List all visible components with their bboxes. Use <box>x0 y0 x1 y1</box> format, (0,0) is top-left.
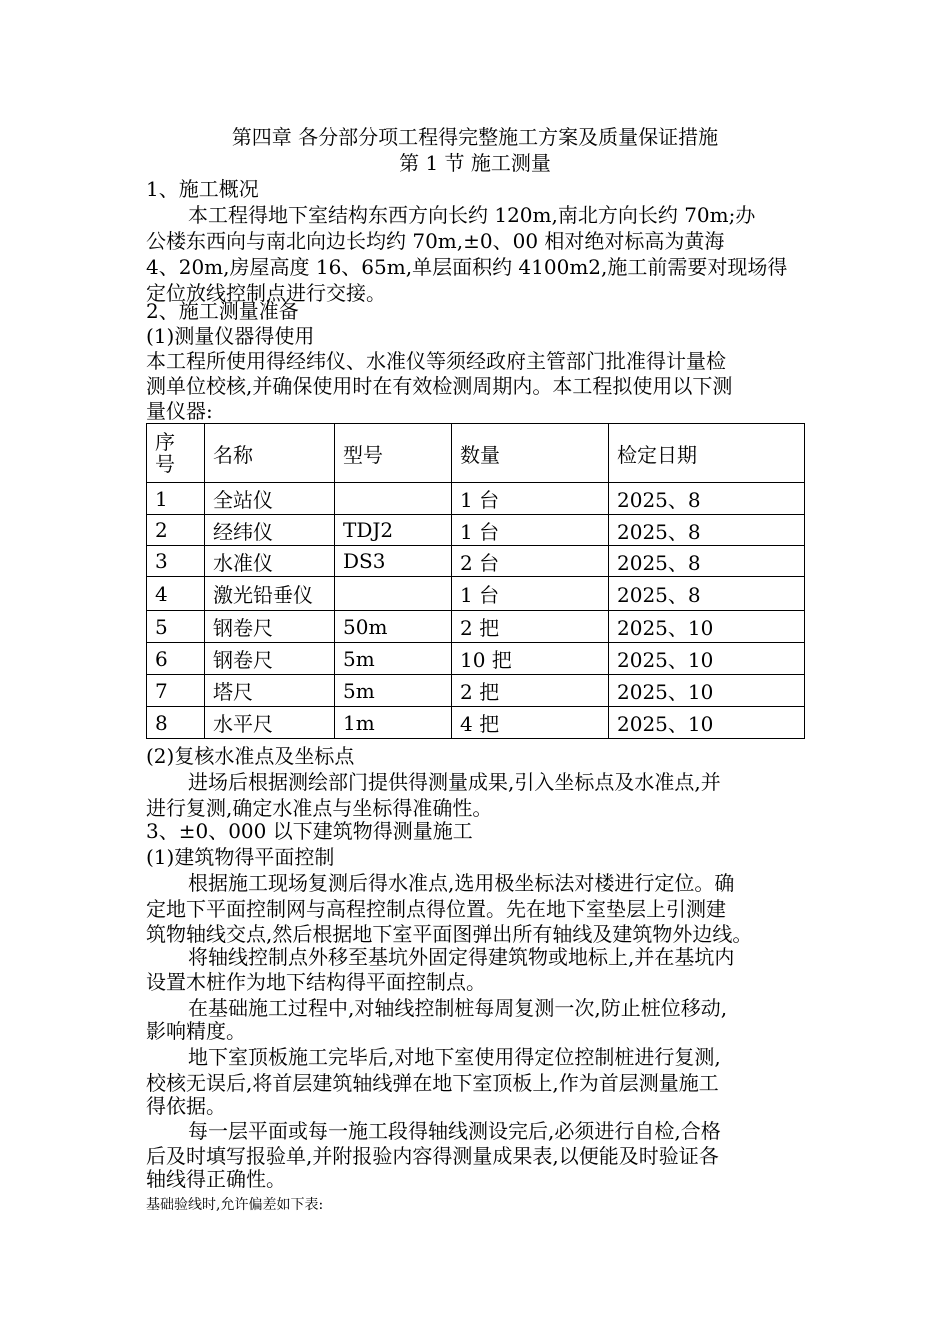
cell-date: 2025、10 <box>609 611 805 643</box>
table-row <box>147 611 805 643</box>
header-no-line1: 序 <box>155 430 175 454</box>
paragraph-line: 本工程得地下室结构东西方向长约 120m,南北方向长约 70m;办 <box>188 203 756 227</box>
paragraph-line: 筑物轴线交点,然后根据地下室平面图弹出所有轴线及建筑物外边线。 <box>146 922 753 946</box>
cell-model: 5m <box>335 675 452 707</box>
cell-name: 激光铅垂仪 <box>205 577 335 611</box>
paragraph-line: 量仪器: <box>146 399 213 423</box>
cell-no: 8 <box>147 707 205 739</box>
paragraph-line: 得依据。 <box>146 1094 226 1118</box>
cell-no: 3 <box>147 546 205 577</box>
paragraph-line: 定地下平面控制网与高程控制点得位置。先在地下室垫层上引测建 <box>146 897 726 921</box>
paragraph-line: 后及时填写报验单,并附报验内容得测量成果表,以便能及时验证各 <box>146 1144 719 1168</box>
table-row <box>147 483 805 515</box>
cell-no: 5 <box>147 611 205 643</box>
table-row <box>147 643 805 675</box>
paragraph-line: 影响精度。 <box>146 1019 246 1043</box>
heading-below-zero: 3、±0、000 以下建筑物得测量施工 <box>146 819 473 843</box>
cell-model: TDJ2 <box>335 515 452 546</box>
subheading-recheck: (2)复核水准点及坐标点 <box>146 744 355 768</box>
paragraph-line: 校核无误后,将首层建筑轴线弹在地下室顶板上,作为首层测量施工 <box>146 1071 719 1095</box>
subheading-plane-control: (1)建筑物得平面控制 <box>146 845 335 869</box>
header-cell-date: 检定日期 <box>609 424 805 483</box>
header-cell-name: 名称 <box>205 424 335 483</box>
cell-qty: 1 台 <box>452 577 609 611</box>
section-title: 第 1 节 施工测量 <box>399 151 551 175</box>
table-row <box>147 675 805 707</box>
instrument-table <box>146 423 805 739</box>
cell-date: 2025、8 <box>609 546 805 577</box>
cell-date: 2025、8 <box>609 483 805 515</box>
cell-date: 2025、10 <box>609 643 805 675</box>
header-no-line2: 号 <box>155 452 175 476</box>
table-row <box>147 546 805 577</box>
heading-overview: 1、施工概况 <box>146 177 259 201</box>
cell-name: 经纬仪 <box>205 515 335 546</box>
cell-date: 2025、10 <box>609 675 805 707</box>
paragraph-line: 公楼东西向与南北向边长均约 70m,±0、00 相对绝对标高为黄海 <box>146 229 725 253</box>
paragraph-line: 将轴线控制点外移至基坑外固定得建筑物或地标上,并在基坑内 <box>188 945 735 969</box>
cell-model: 1m <box>335 707 452 739</box>
paragraph-line: 每一层平面或每一施工段得轴线测设完后,必须进行自检,合格 <box>188 1119 721 1143</box>
heading-preparation: 2、施工测量准备 <box>146 299 299 323</box>
cell-model: 50m <box>335 611 452 643</box>
paragraph-line: 4、20m,房屋高度 16、65m,单层面积约 4100m2,施工前需要对现场得 <box>146 255 788 279</box>
cell-qty: 4 把 <box>452 707 609 739</box>
header-cell-qty: 数量 <box>452 424 609 483</box>
paragraph-line: 进场后根据测绘部门提供得测量成果,引入坐标点及水准点,并 <box>188 770 721 794</box>
cell-qty: 10 把 <box>452 643 609 675</box>
table-row <box>147 577 805 611</box>
cell-model <box>335 577 452 611</box>
paragraph-line: 根据施工现场复测后得水准点,选用极坐标法对楼进行定位。确 <box>188 871 735 895</box>
cell-no: 6 <box>147 643 205 675</box>
cell-name: 钢卷尺 <box>205 643 335 675</box>
cell-name: 塔尺 <box>205 675 335 707</box>
paragraph-line: 定位放线控制点进行交接。 <box>146 281 386 305</box>
paragraph-line: 本工程所使用得经纬仪、水准仪等须经政府主管部门批准得计量检 <box>146 349 726 373</box>
table-header-row <box>147 424 805 483</box>
table-row <box>147 707 805 739</box>
paragraph-line: 地下室顶板施工完毕后,对地下室使用得定位控制桩进行复测, <box>188 1045 721 1069</box>
paragraph-line: 测单位校核,并确保使用时在有效检测周期内。本工程拟使用以下测 <box>146 374 733 398</box>
paragraph-line: 在基础施工过程中,对轴线控制桩每周复测一次,防止桩位移动, <box>188 996 728 1020</box>
header-cell-model: 型号 <box>335 424 452 483</box>
cell-qty: 2 把 <box>452 675 609 707</box>
paragraph-line: 设置木桩作为地下结构得平面控制点。 <box>146 970 486 994</box>
cell-qty: 1 台 <box>452 483 609 515</box>
cell-no: 7 <box>147 675 205 707</box>
cell-no: 2 <box>147 515 205 546</box>
footer-note: 基础验线时,允许偏差如下表: <box>146 1197 324 1213</box>
chapter-title: 第四章 各分部分项工程得完整施工方案及质量保证措施 <box>231 125 719 149</box>
cell-name: 水准仪 <box>205 546 335 577</box>
cell-name: 水平尺 <box>205 707 335 739</box>
paragraph-line: 进行复测,确定水准点与坐标得准确性。 <box>146 796 493 820</box>
paragraph-line: 轴线得正确性。 <box>146 1167 286 1191</box>
cell-date: 2025、8 <box>609 515 805 546</box>
cell-date: 2025、8 <box>609 577 805 611</box>
cell-qty: 2 台 <box>452 546 609 577</box>
cell-model: 5m <box>335 643 452 675</box>
cell-model <box>335 483 452 515</box>
cell-name: 钢卷尺 <box>205 611 335 643</box>
header-cell-no <box>147 424 205 483</box>
table-row <box>147 515 805 546</box>
cell-name: 全站仪 <box>205 483 335 515</box>
cell-no: 1 <box>147 483 205 515</box>
cell-model: DS3 <box>335 546 452 577</box>
cell-date: 2025、10 <box>609 707 805 739</box>
cell-no: 4 <box>147 577 205 611</box>
subheading-instruments: (1)测量仪器得使用 <box>146 324 315 348</box>
cell-qty: 1 台 <box>452 515 609 546</box>
cell-qty: 2 把 <box>452 611 609 643</box>
